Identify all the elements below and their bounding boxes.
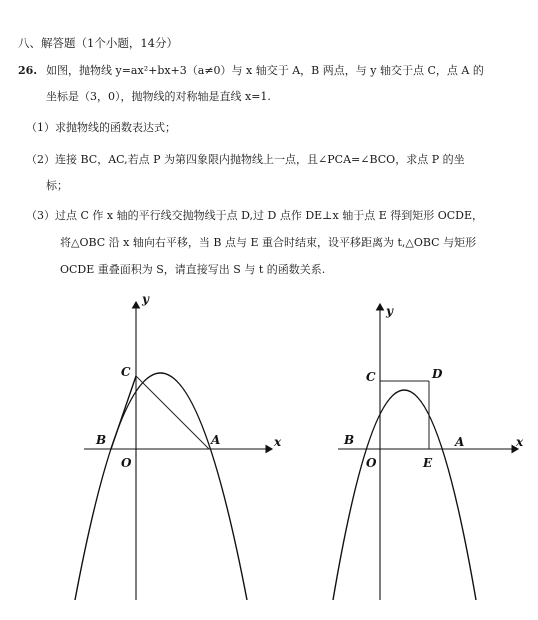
point-c-label: C [366,370,376,384]
y-axis-label: y [386,304,393,318]
part-3-line-1: （3）过点 C 作 x 轴的平行线交抛物线于点 D,过 D 点作 DE⊥x 轴于点 E 得到矩形 OCDE， [26,209,484,222]
y-axis-label: y [142,292,149,306]
part-2-line-1: （2）连接 BC，AC,若点 P 为第四象限内抛物线上一点，且∠PCA=∠BCO，求点 P 的坐 [26,153,465,166]
point-a-label: A [455,435,465,449]
figure-2 [333,304,524,600]
x-axis-label: x [274,435,282,449]
part-2-line-2: 标； [46,179,68,192]
parabola [75,373,247,600]
section-heading: 八、解答题（1个小题，14分） [18,36,178,50]
point-b-label: B [96,433,107,447]
figure-1 [75,292,282,600]
question-number: 26. [18,64,38,77]
segment-ca [136,376,209,449]
point-c-label: C [121,365,131,379]
point-e-label: E [423,456,433,470]
question-stem-line-1: 如图，抛物线 y=ax²+bx+3（a≠0）与 x 轴交于 A，B 两点，与 y 轴交于点 C，点 A 的 [46,64,484,77]
part-3-line-3: OCDE 重叠面积为 S，请直接写出 S 与 t 的函数关系. [60,263,326,276]
question-stem-line-2: 坐标是（3，0），抛物线的对称轴是直线 x=1. [46,90,271,103]
origin-label: O [366,456,377,470]
point-d-label: D [432,367,443,381]
part-3-line-2: 将△OBC 沿 x 轴向右平移，当 B 点与 E 重合时结束，设平移距离为 t,△OBC 与矩形 [60,236,477,249]
point-a-label: A [211,433,221,447]
parabola [333,390,476,600]
x-axis-label: x [516,435,524,449]
segment-bc [111,376,136,449]
part-1: （1）求抛物线的函数表达式； [26,121,176,134]
point-b-label: B [344,433,355,447]
origin-label: O [121,456,132,470]
